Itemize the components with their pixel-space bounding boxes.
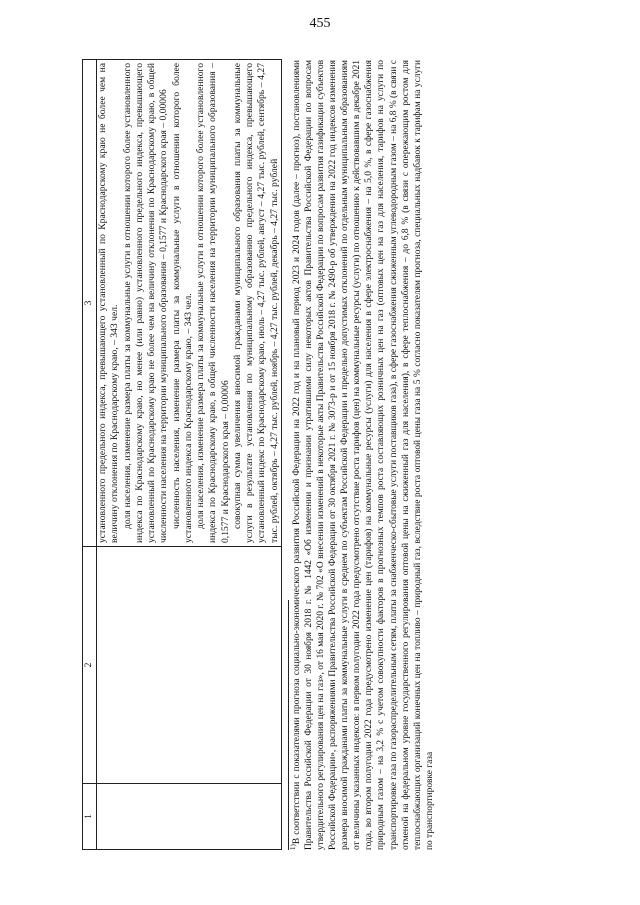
cell-paragraph: доля населения, изменение размера платы за коммунальные услуги в отношении которого более установленного индекса по Краснодарскому краю, в общей численности населения на территории муниципального образования – 0,1577 и Краснодарского края – 0,00006: [195, 63, 231, 543]
footnote-text: В соответствии с показателями прогноза социально-экономического развития Российской Федерации на 2022 год и на плановый период 2023 и 2024 годов (далее – прогноз), постановлениями Правительства Российской Федерации от 30 ноября 2018 г. № 1442 «Об изменении и признании утратившими силу некоторых актов Правительства Российской Федерации по вопросам утвердительного регулирования цен на газ», от 16 мая 2020 г. № 702 «О внесении изменений в некоторые акты Правительства Российской Федерации по вопросам развития газификации субъектов Российской Федерации», распоряжениями Правительства Российской Федерации от 30 октября 2021 г. № 3073-р и от 15 ноября 2018 г. № 2490-р об утверждении на 2022 год индексов изменения размера вносимой гражданами платы за коммунальные услуги в среднем по субъектам Российской Федерации и предельно допустимых отклонений по отдельным муниципальным образованиям от величины указанных индексов: в первом полугодии 2022 года предусмотрено отсутствие роста тарифов (цен) на коммунальные ресурсы (услуги) по отношению к действовавшим в декабре 2021 года, во втором полугодии 2022 года предусмотрено изменение цен (тарифов) на коммунальные ресурсы (услуги) для населения в сфере электроснабжения – на 5,0 %, в сфере газоснабжения природным газом – на 3,2 % с учетом совокупности факторов в прогнозных темпов роста составляющих розничных цен на газ (оптовых цен на газ для населения, тарифов на услуги по транспортировке газа по газораспределительным сетям, платы за снабженческо-сбытовые услуги поставщиков газа), в сфере газоснабжения сжиженным углеводородным газом – на 6,8 % (в связи с отменой на федеральном уровне государственного регулирования оптовой цены на сжиженный газ для населения), в сфере теплоснабжения – до 6,8 % (в связи с опережающим ростом для теплоснабжающих организаций конечных цен на топливо – природный газ, вследствие роста оптовой цены газа на 5 % согласно показателям прогноза, специальных надбавок к тарифам на услуги по транспортировке газа: [291, 60, 435, 850]
column-header-2: 2: [83, 547, 97, 784]
page-number: 455: [309, 16, 331, 31]
rotated-table-page: [82, 60, 550, 850]
footnote-divider: [288, 600, 289, 850]
cell-paragraph: доля населения, изменение размера платы за коммунальные услуги в отношении которого более установленного индекса по Краснодарскому краю, но менее (или равно) установленного предельного индекса, превышающего установленный по Краснодарскому краю не более чем на величину отклонения по Краснодарскому краю, в общей численности населения на территории муниципального образования – 0,1577 и Краснодарского края – 0,00006: [121, 63, 170, 543]
column-header-1: 1: [83, 784, 97, 850]
cell-col-3: [97, 60, 282, 547]
cell-paragraph: установленного предельного индекса, превышающего установленный по Краснодарскому краю не более чем на величину отклонения по Краснодарскому краю, – 343 чел.: [97, 63, 121, 543]
cell-col-2: [97, 547, 282, 784]
data-table: [82, 59, 282, 850]
cell-col-1: [97, 784, 282, 850]
footnote: [288, 60, 436, 850]
footnote-marker: 1): [288, 844, 297, 850]
table-header-row: [83, 60, 97, 850]
landscape-content: [82, 60, 550, 850]
cell-paragraph: численность населения, изменение размера платы за коммунальные услуги в отношении которого более установленного индекса по Краснодарскому краю, – 343 чел.: [170, 63, 194, 543]
column-header-3: 3: [83, 60, 97, 547]
table-row: [97, 60, 282, 850]
cell-paragraph: совокупная сумма увеличения вносимой гражданами муниципального образования платы за коммунальные услуги в результате установления по муниципальному образованию предельного индекса, превышающего установленный индекс по Краснодарскому краю, июль – 4,27 тыс. рублей, август – 4,27 тыс. рублей, сентябрь – 4,27 тыс. рублей, октябрь – 4,27 тыс. рублей, ноябрь – 4,27 тыс. рублей, декабрь – 4,27 тыс. рублей: [231, 63, 280, 543]
